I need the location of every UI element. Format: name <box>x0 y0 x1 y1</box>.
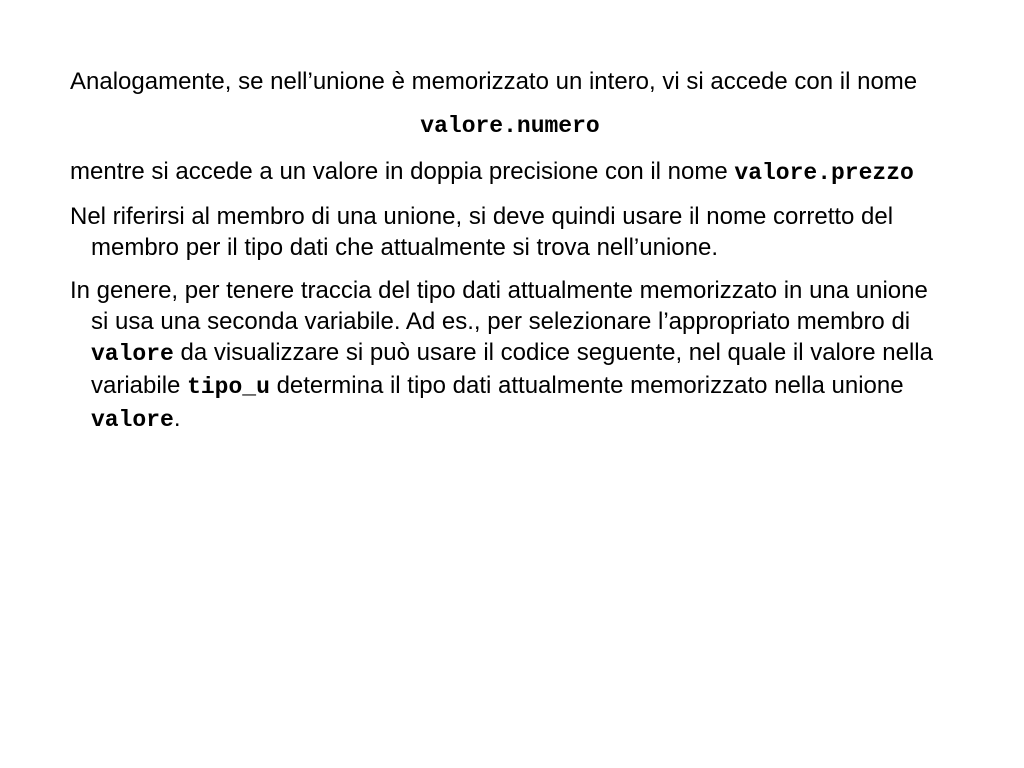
tracking-text-b: da visualizzare si può usare il codice seguente, nel quale il valore nella variabile <box>91 339 933 399</box>
paragraph-member <box>70 201 950 263</box>
tracking-text-c: determina il tipo dati attualmente memorizzato nella unione <box>276 372 904 399</box>
member-text: Nel riferirsi al membro di una unione, si deve quindi usare il nome corretto del membro per il tipo dati che attualmente si trova nell’unione. <box>70 203 894 261</box>
tracking-text-a: In genere, per tenere traccia del tipo dati attualmente memorizzato in una unione si usa una seconda variabile. Ad es., per selezionare l’appropriato membro di <box>70 277 928 335</box>
paragraph-double <box>70 156 950 189</box>
code-valore-c: valore <box>91 407 174 433</box>
code-valore-numero: valore.numero <box>420 113 600 139</box>
code-valore-prezzo: valore.prezzo <box>734 160 914 186</box>
tracking-text-d: . <box>173 405 181 432</box>
double-text: mentre si accede a un valore in doppia precisione con il nome <box>70 158 728 185</box>
slide-content <box>70 66 950 448</box>
code-example-centered <box>70 109 950 142</box>
paragraph-tracking <box>70 275 950 436</box>
code-tipo-u: tipo_u <box>187 374 270 400</box>
paragraph-intro <box>70 66 950 97</box>
code-valore-a: valore <box>91 341 174 367</box>
intro-text: Analogamente, se nell’unione è memorizzato un intero, vi si accede con il nome <box>70 68 918 95</box>
